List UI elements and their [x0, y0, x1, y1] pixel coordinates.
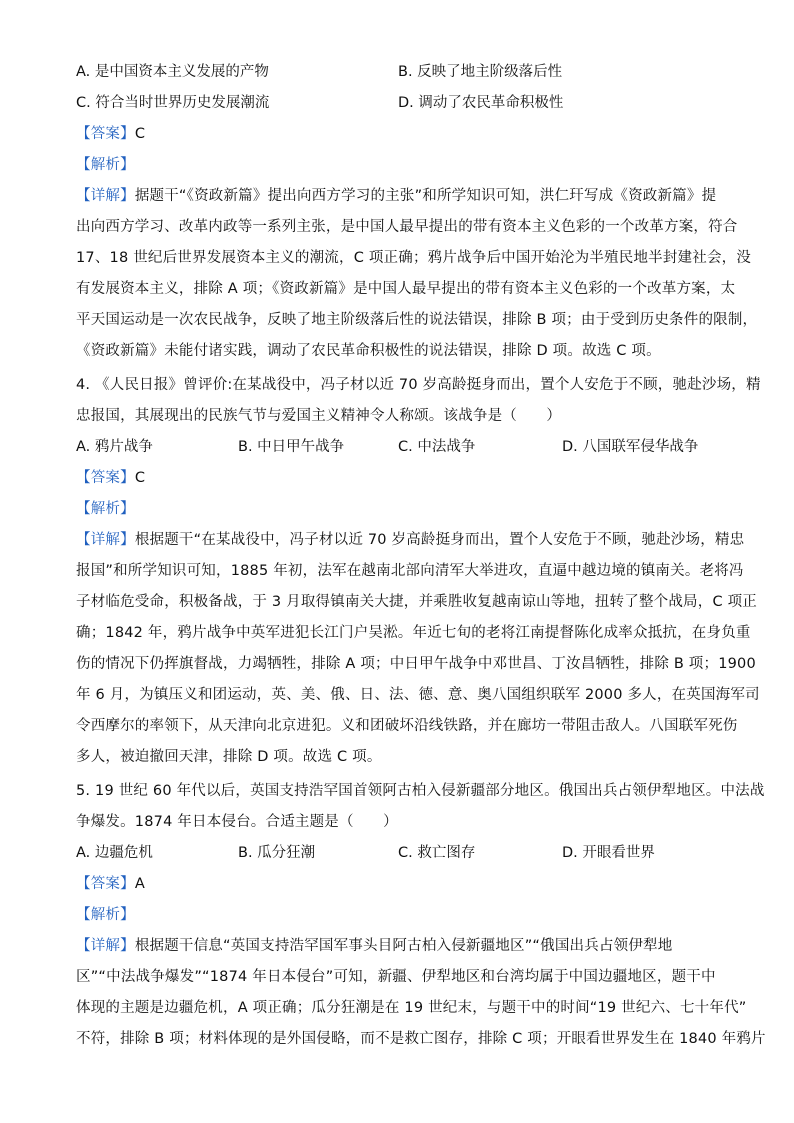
q4-detail-line	[76, 530, 745, 550]
q4-detail-line: 确；1842 年，鸦片战争中英军进犯长江门户吴淞。年近七旬的老将江南提督陈化成率众抵抗，在身负重	[76, 625, 751, 641]
q3-option-d: D. 调动了农民革命积极性	[398, 95, 564, 111]
detail-text: 根据题干信息“英国支持浩罕国军事头目阿古柏入侵新疆地区”“俄国出兵占领伊犁地	[134, 938, 673, 954]
answer-value: A	[134, 876, 145, 892]
analysis-tag: 【解析】	[76, 157, 135, 173]
detail-tag: 【详解】	[76, 532, 135, 548]
answer-tag: 【答案】	[76, 470, 135, 486]
q3-option-b: B. 反映了地主阶级落后性	[398, 64, 563, 80]
q4-option-d: D. 八国联军侵华战争	[562, 439, 699, 455]
q4-answer-row	[76, 468, 726, 488]
q4-analysis-tag	[76, 499, 726, 519]
q3-detail-line: 有发展资本主义，排除 A 项；《资政新篇》是中国人最早提出的带有资本主义色彩的一个改革方案，太	[76, 281, 736, 297]
q5-option-c: C. 救亡图存	[398, 845, 476, 861]
q4-detail-line: 子材临危受命，积极备战，于 3 月取得镇南关大捷，并乘胜收复越南谅山等地，扭转了整个战局，C 项正	[76, 594, 757, 610]
detail-text: 据题干“《资政新篇》提出向西方学习的主张”和所学知识可知，洪仁玕写成《资政新篇》提	[134, 188, 717, 204]
q5-detail-line: 不符，排除 B 项；材料体现的是外国侵略，而不是救亡图存，排除 C 项；开眼看世界发生在 1840 年鸦片	[76, 1031, 766, 1047]
q3-detail-line: 《资政新篇》未能付诸实践，调动了农民革命积极性的说法错误，排除 D 项。故选 C 项。	[76, 343, 661, 359]
q4-option-c: C. 中法战争	[398, 439, 476, 455]
answer-value: C	[134, 126, 146, 142]
q3-detail-line: 平天国运动是一次农民战争，反映了地主阶级落后性的说法错误，排除 B 项；由于受到历史条件的限制，	[76, 312, 758, 328]
q4-detail-line: 多人，被迫撤回天津，排除 D 项。故选 C 项。	[76, 749, 382, 765]
q5-detail-line: 区”“中法战争爆发”“1874 年日本侵台”可知，新疆、伊犁地区和台湾均属于中国边疆地区，题干中	[76, 969, 716, 985]
q4-detail-line: 令西摩尔的率领下，从天津向北京进犯。义和团破坏沿线铁路，并在廊坊一带阻击敌人。八国联军死伤	[76, 718, 738, 734]
q3-detail-line: 出向西方学习、改革内政等一系列主张，是中国人最早提出的带有资本主义色彩的一个改革方案，符合	[76, 219, 738, 235]
q4-option-a: A. 鸦片战争	[76, 439, 153, 455]
q5-analysis-tag	[76, 905, 726, 925]
q3-option-c: C. 符合当时世界历史发展潮流	[76, 95, 270, 111]
analysis-tag: 【解析】	[76, 501, 135, 517]
detail-tag: 【详解】	[76, 188, 135, 204]
answer-tag: 【答案】	[76, 126, 135, 142]
q4-stem-line: 忠报国，其展现出的民族气节与爱国主义精神令人称颂。该战争是（ ）	[76, 408, 562, 424]
q5-stem-line: 争爆发。1874 年日本侵台。合适主题是（ ）	[76, 814, 398, 830]
q5-detail-line: 体现的主题是边疆危机，A 项正确；瓜分狂潮是在 19 世纪末，与题干中的时间“19 世纪六、七十年代”	[76, 1000, 747, 1016]
q3-option-a: A. 是中国资本主义发展的产物	[76, 64, 269, 80]
q5-answer-row	[76, 874, 726, 894]
detail-tag: 【详解】	[76, 938, 135, 954]
q5-option-d: D. 开眼看世界	[562, 845, 655, 861]
answer-value: C	[134, 470, 146, 486]
q5-option-a: A. 边疆危机	[76, 845, 153, 861]
q4-option-b: B. 中日甲午战争	[238, 439, 345, 455]
answer-tag: 【答案】	[76, 876, 135, 892]
detail-text: 根据题干“在某战役中，冯子材以近 70 岁高龄挺身而出，置个人安危于不顾，驰赴沙场，精忠	[134, 532, 745, 548]
q4-detail-line: 伤的情况下仍挥旗督战，力竭牺牲，排除 A 项；中日甲午战争中邓世昌、丁汝昌牺牲，排除 B 项；1900	[76, 656, 756, 672]
q3-detail-line	[76, 186, 726, 206]
q3-analysis-tag	[76, 155, 726, 175]
q5-option-b: B. 瓜分狂潮	[238, 845, 316, 861]
q4-detail-line: 报国”和所学知识可知，1885 年初，法军在越南北部向清军大举进攻，直逼中越边境的镇南关。老将冯	[76, 563, 744, 579]
q4-stem-line: 4. 《人民日报》曾评价:在某战役中，冯子材以近 70 岁高龄挺身而出，置个人安危于不顾，驰赴沙场，精	[76, 377, 761, 393]
q5-stem-line: 5. 19 世纪 60 年代以后，英国支持浩罕国首领阿古柏入侵新疆部分地区。俄国出兵占领伊犁地区。中法战	[76, 783, 765, 799]
q4-detail-line: 年 6 月，为镇压义和团运动，英、美、俄、日、法、德、意、奥八国组织联军 2000 多人，在英国海军司	[76, 687, 760, 703]
analysis-tag: 【解析】	[76, 907, 135, 923]
q5-detail-line	[76, 936, 726, 956]
q3-answer-row	[76, 124, 726, 144]
q3-detail-line: 17、18 世纪后世界发展资本主义的潮流，C 项正确；鸦片战争后中国开始沦为半殖民地半封建社会，没	[76, 250, 752, 266]
